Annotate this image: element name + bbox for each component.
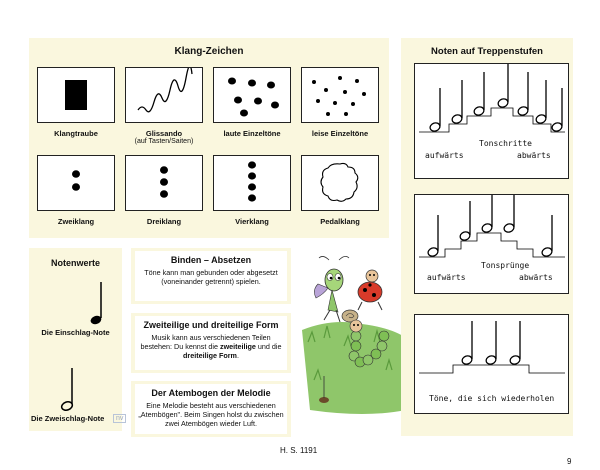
two-dots-symbol — [38, 156, 113, 209]
cluster-symbol — [38, 68, 113, 121]
footer-code: H. S. 1191 — [280, 446, 318, 455]
atem-panel — [131, 381, 291, 437]
form-bold-2: dreiteilige Form — [183, 351, 237, 360]
binden-title: Binden – Absetzen — [170, 255, 252, 265]
atem-box — [135, 384, 287, 434]
publisher-logo: nv — [113, 414, 126, 423]
form-body-end: . — [236, 351, 239, 360]
loud-dots-symbol — [214, 68, 289, 121]
tonspruenge-abwaerts: abwärts — [519, 273, 553, 282]
glissando-symbol — [126, 68, 201, 121]
tonschritte-card — [414, 63, 569, 179]
wiederholung-caption: Töne, die sich wiederholen — [429, 394, 555, 403]
laute-einzeltoene-label: laute Einzeltöne — [223, 129, 281, 138]
three-dots-symbol — [126, 156, 201, 209]
tonschritte-abwaerts: abwärts — [517, 151, 551, 160]
dreiklang-card — [125, 155, 203, 211]
zweiklang-card — [37, 155, 115, 211]
glissando-label-main: Glissando — [145, 129, 183, 138]
tonspruenge-aufwaerts: aufwärts — [427, 273, 466, 282]
dreiklang-label: Dreiklang — [146, 217, 182, 226]
tonspruenge-card — [414, 194, 569, 294]
zweiklang-label: Zweiklang — [57, 217, 95, 226]
leise-einzeltoene-label: leise Einzeltöne — [311, 129, 369, 138]
binden-panel — [131, 248, 291, 304]
glissando-label-sub: (auf Tasten/Saiten) — [134, 138, 194, 145]
tonschritte-label: Tonschritte — [479, 139, 532, 148]
atem-title: Der Atembogen der Melodie — [151, 388, 271, 398]
form-bold-1: zweiteilige — [219, 342, 256, 351]
tonspruenge-label: Tonsprünge — [481, 261, 530, 270]
binden-box — [135, 251, 287, 301]
tonschritte-aufwaerts: aufwärts — [425, 151, 464, 160]
glissando-card — [125, 67, 203, 123]
form-panel — [131, 313, 291, 373]
treppen-title: Noten auf Treppenstufen — [431, 46, 543, 57]
form-box — [135, 316, 287, 370]
notenwerte-panel — [29, 248, 122, 431]
pedalklang-card — [301, 155, 379, 211]
form-body — [135, 333, 287, 360]
tonschritte-staircase — [415, 64, 567, 177]
klangtraube-label: Klangtraube — [54, 129, 98, 138]
einschlag-label: Die Einschlag-Note — [41, 328, 110, 337]
wiederholung-card — [414, 314, 569, 414]
leise-einzeltoene-card — [301, 67, 379, 123]
pedalklang-label: Pedalklang — [320, 217, 360, 226]
soft-dots-symbol — [302, 68, 377, 121]
form-title: Zweiteilige und dreiteilige Form — [143, 320, 279, 330]
zweischlag-label: Die Zweischlag-Note — [31, 414, 105, 423]
notenwerte-title: Notenwerte — [50, 258, 100, 268]
klang-zeichen-title: Klang-Zeichen — [174, 46, 244, 57]
ladybug-character — [358, 270, 382, 310]
vierklang-label: Vierklang — [235, 217, 269, 226]
klangtraube-card — [37, 67, 115, 123]
pedal-cloud-symbol — [302, 156, 377, 209]
glissando-label — [119, 129, 209, 145]
cartoon-illustration — [294, 250, 406, 420]
form-body-start: Musik kann aus verschiedenen Teilen bestehen: Du kennst die — [140, 333, 271, 351]
four-dots-symbol — [214, 156, 289, 209]
atem-body: Eine Melodie besteht aus verschiedenen „Atembögen". Beim Singen holst du zwischen zwei Atembögen wieder Luft. — [138, 401, 284, 428]
form-body-mid: und die — [255, 342, 282, 351]
page-number: 9 — [567, 457, 572, 466]
laute-einzeltoene-card — [213, 67, 291, 123]
binden-body: Töne kann man gebunden oder abgesetzt (voneinander getrennt) spielen. — [144, 268, 278, 286]
vierklang-card — [213, 155, 291, 211]
